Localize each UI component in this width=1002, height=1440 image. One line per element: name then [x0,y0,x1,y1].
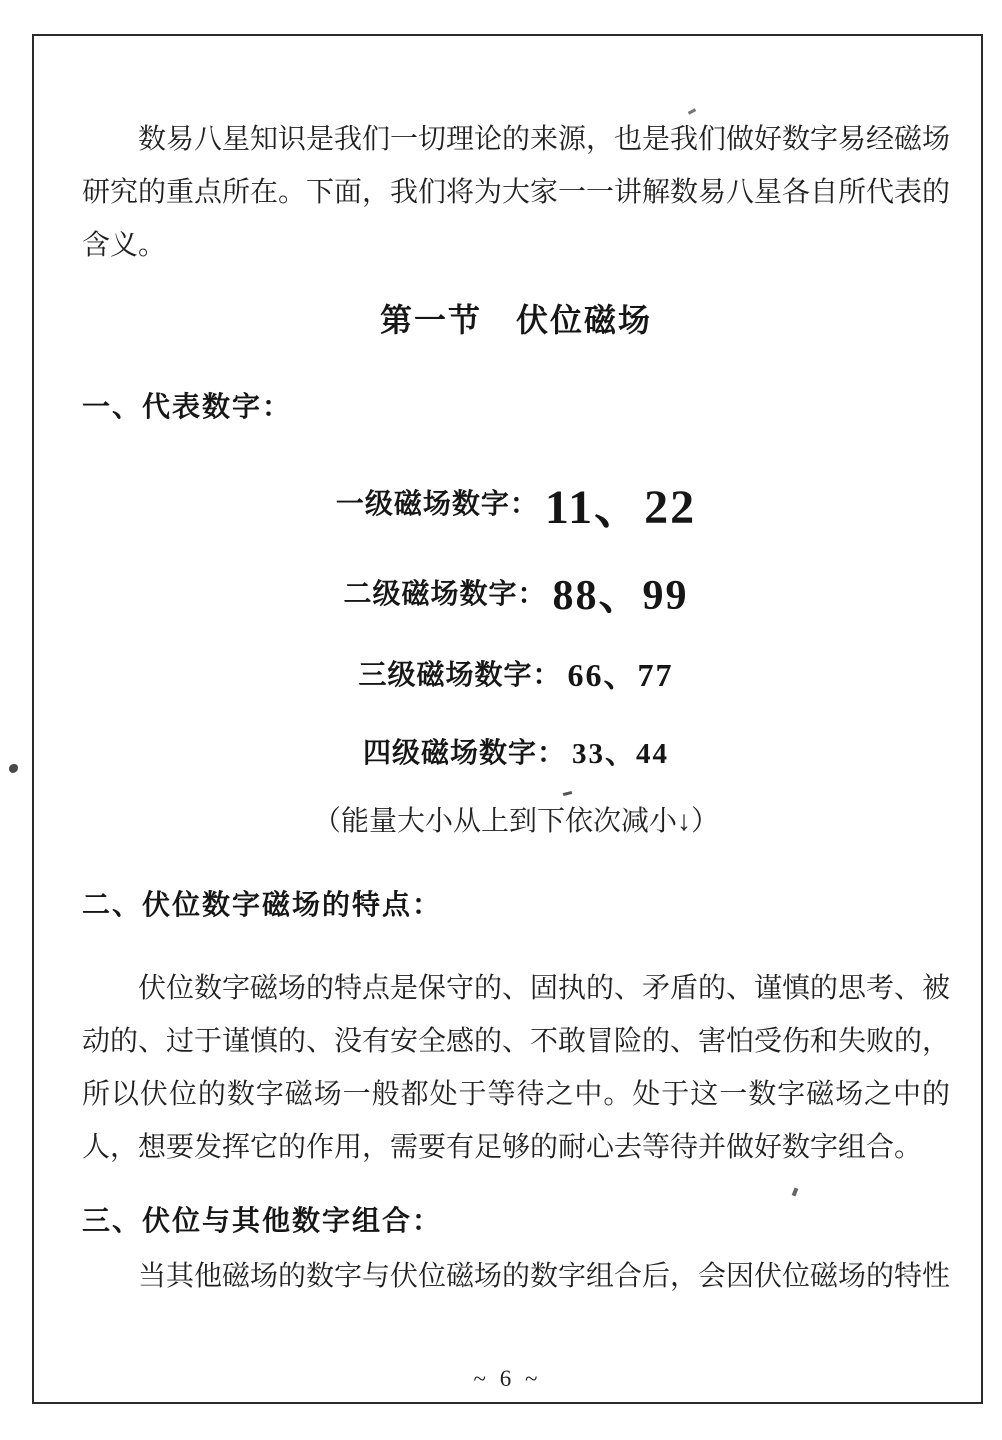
traits-paragraph: 伏位数字磁场的特点是保守的、固执的、矛盾的、谨慎的思考、被动的、过于谨慎的、没有安全感的、不敢冒险的、害怕受伤和失败的，所以伏位的数字磁场一般都处于等待之中。处于这一数字磁场之中的人，想要发挥它的作用，需要有足够的耐心去等待并做好数字组合。 [82,973,951,1163]
level-4-numbers: 33、44 [572,737,670,770]
level-row-1 [82,454,950,550]
level-3-label: 三级磁场数字： [358,660,562,691]
level-1-numbers: 11、22 [544,480,697,534]
energy-order-note: （能量大小从上到下依次减小↓） [312,806,719,837]
level-1-label: 一级磁场数字： [335,489,539,520]
page-border-frame [32,34,983,1404]
level-3-numbers: 66、77 [567,657,674,693]
page-number: ~ 6 ~ [473,1366,542,1391]
level-row-2 [82,550,950,634]
scan-ink-speck [9,764,18,773]
page-content [82,36,950,1303]
intro-paragraph: 数易八星知识是我们一切理论的来源，也是我们做好数字易经磁场研究的重点所在。下面，我们将为大家一一讲解数易八星各自所代表的含义。 [82,124,951,261]
level-row-4 [82,712,950,790]
heading-representative-numbers: 一、代表数字： [82,392,293,423]
level-4-label: 四级磁场数字： [362,738,566,769]
combinations-paragraph: 当其他磁场的数字与伏位磁场的数字组合后，会因伏位磁场的特性 [138,1261,951,1292]
section-title: 第一节 伏位磁场 [379,302,652,338]
magnetic-field-level-list [82,454,950,790]
heading-traits: 二、伏位数字磁场的特点： [82,890,443,921]
level-2-label: 二级磁场数字： [343,579,547,610]
level-2-numbers: 88、99 [552,573,689,619]
level-row-3 [82,634,950,712]
heading-combinations: 三、伏位与其他数字组合： [82,1206,443,1237]
